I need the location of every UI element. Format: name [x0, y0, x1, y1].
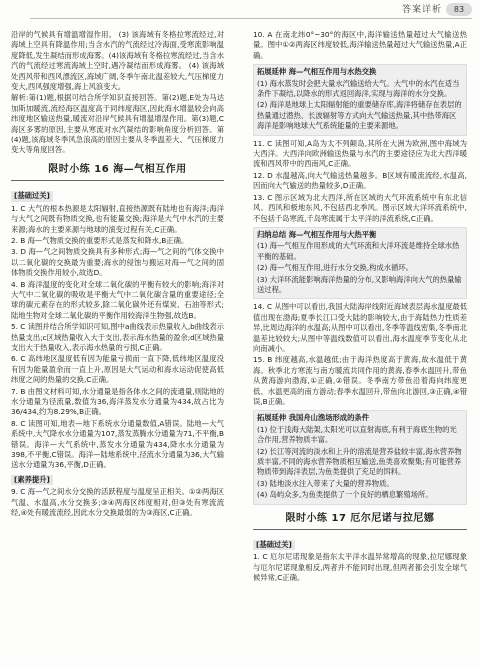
- answer-item: 6. C 高纬地区温度低有因为能量亏损而一直下降,低纬地区温度没有因为能量盈余而一直上升,原因是大气运动和海水运动促使高低纬度之间的热量的交换,C正确。: [11, 354, 224, 385]
- answer-item: 15. B 纬度越高,水温越低;由于海洋热度高于黄海,故水温低于黄海。秋季北方寒流与南方暖流共同作用的黄海,春季水温回升,带鱼从黄海游向渤海,①正确,②错误。冬季南方带鱼沿着海向纬度更低、水温更高的南方游动;春季水温回升,带鱼向北游回,③正确,④错误,B正确。: [253, 355, 467, 406]
- box-line: (2) 海洋是地球上太阳辐射能的重要储存库,海洋将储存在表层的热量通过潜热、长波辐射等方式向大气输送热量,其中热带海区海洋是影响地球大气系统能量的主要来源地。: [257, 100, 462, 131]
- header-title: 答案详析: [401, 5, 442, 15]
- box-line: (1) 海—气相互作用形成的大气环流和大洋环流是维持全球水热平衡的基础。: [257, 241, 460, 261]
- section-title: 限时小练 17 厄尔尼诺与拉尼娜: [253, 514, 467, 530]
- tag-basic: [基础过关]: [253, 540, 295, 550]
- box-line: (1) 位于浅海大陆架,太阳光可以直射海底,有利于海底生物的光合作用,营养物质丰富。: [257, 424, 457, 445]
- answer-item: 8. C 读图可知,地表—地下系统水分通量数值,A错误。陆地—大气系统中,大气降水水分通量为107,蒸发蒸腾水分通量为71,不平衡,B错误。海洋—大气系统中,蒸发水分通量为434,降水水分通量为398,不平衡,C错误。海洋—陆地系统中,径流水分通量为36,大气输送水分通量为36,平衡,D正确。: [11, 418, 224, 470]
- box-line: (3) 陆地淡水注入带来了大量的营养物质。: [257, 478, 394, 488]
- right-column: [253, 30, 467, 660]
- answer-item: 7. B 由图文材料可知,水分通量是指各体水之间的流通量,则陆地的水分通量为径流量,数值为36,海洋蒸发水分通量为434,故占比为36/434,约为8.29%,B正确。: [11, 386, 224, 417]
- answer-item: 5. C 读图并结合所学知识可知,图中a曲线表示热量收入,b曲线表示热量支出;c区域热量收入大于支出,表示海水热量的盈余;d区域热量支出大于热量收入,表示海水热量的亏损,C正确。: [11, 322, 224, 352]
- box-line: (4) 岛屿众多,为鱼类提供了一个良好的栖息繁殖场所。: [257, 490, 433, 500]
- tag-skill: [素养提升]: [11, 475, 53, 485]
- answer-item: 12. D 水温越高,向大气输送热量越多。B区域有暖流流经,水温高,因而向大气输送的热量较多,D正确。: [253, 170, 467, 191]
- tag-basic: [基础过关]: [11, 191, 53, 201]
- intro-paragraph: 沿岸的气候具有增温增湿作用。 (3) 该海域有冬格拉寒流经过,对海域上空具有降温作用;当含水汽的气流经过冷海面,受寒流影响温度降低,发生凝结而形成海雾。(4)该海域有冬格拉寒流经过,当含水汽的气流经过寒流海域上空时,遇冷凝结而形成海雾。 (4) 该海域处西风带和西风漂流区,海域广阔,冬季午南北温差较大,气压梯度力变大,西风强度增强,海上风浪变大。: [11, 30, 224, 92]
- summary-box: [253, 227, 467, 299]
- answer-item: 11. C 读图可知,A岛为太不列颠岛,其所在大洲为欧洲,图中海域为大西洋。大西洋向欧洲输送热量与水汽的主要途径应为北大西洋暖流和西风带中的西南风,C正确。: [253, 138, 467, 169]
- page-number: 83: [446, 3, 472, 16]
- answer-item: 9. C 海—气之间水分交换的活跃程度与温度呈正相关。①②两海区气温、水温高,水分交换多;③④两海区纬度相对,但③处有寒流流经,④处有暖流流经,因此水分交换最弱的为③海区,C正确。: [11, 487, 224, 518]
- answer-item: 1. C 厄尔尼诺现象是指东太平洋水温异常增高的现象,拉尼娜现象与厄尔尼诺现象相反,两者并不能同时出现,但两者都会引发全球气候异常,C正确。: [253, 552, 467, 583]
- box-heading: 归纳总结 海—气相互作用与大热平衡: [257, 229, 377, 239]
- extension-box: [253, 64, 467, 135]
- box-line: (2) 海—气相互作用,进行水分交换,构成水循环。: [257, 263, 413, 273]
- page-header: [0, 0, 480, 22]
- answer-item: 1. C 大气的根本热源是太阳辐射,直接热源既有陆地也有海洋;海洋与大气之间既有物质交换,也有能量交换;海洋是大气中水汽的主要来源;海水的主要来源与地球的演变过程有关,C正确。: [11, 203, 224, 234]
- answer-item: 10. A 在南北纬0°~30°的海区中,海洋输送热量超过大气输送热量。图中①②两海区纬度较低,海洋输送热量超过大气输送热量,A正确。: [253, 30, 467, 60]
- left-column: [11, 30, 224, 660]
- box-heading: 拓展延伸 我国舟山渔场形成的条件: [257, 413, 369, 423]
- intro-paragraph: 解析:第(1)题,根据可结合所学知识直接回答。第(2)题,E处为马达加斯加暖流,流经海区温度高于同纬度海区,因此海水增温较会向高纬度地区输送热量,暖流对沿岸气候具有增温增湿作用。第(3)题,C海区多雾的原因,主要从寒流对水汽凝结的影响角度分析回答。第(4)题,该海域冬季风急浪高的原因主要从冬季温差大、气压梯度力变大等角度回答。: [11, 93, 224, 155]
- answer-item: 3. D 海—气之间物质交换具有多种形式;海—气之间的气体交换中以二氧化碳的交换最为重要;海水的侵蚀与搬运对海—气之间的固体物质交换作用较小,故选D。: [11, 247, 224, 278]
- box-line: (1) 海水蒸发时会把大量水汽输送给大气。大气中的水汽在适当条件下凝结,以降水的形式返回海洋,实现与海洋的水分交换。: [257, 78, 460, 99]
- section-title: 限时小练 16 海—气相互作用: [11, 165, 224, 181]
- extension-box: [253, 410, 467, 504]
- answer-item: 2. B 海—气物质交换的重要形式是蒸发和降水,B正确。: [11, 235, 189, 245]
- header-rule: [30, 18, 472, 19]
- box-heading: 拓展延伸 海—气相互作用与水热交换: [257, 67, 377, 77]
- answer-item: 4. B 海洋温度的变化对全球二氧化碳的平衡有较大的影响;海洋对大气中二氧化碳的吸收是平衡大气中二氧化碳含量的重要途径;全球的碳元素存在的形式较多,除二氧化碳外还有煤炭、石油等形式;陆地生物对全球二氧化碳的平衡作用较海洋生物强,故选B。: [11, 279, 224, 320]
- answer-item: 13. C 图示区域为北大西洋,所在区域的大气环流系统中有东北信风、西风和极地东风,不包括西北季风。图示区域大洋环流系统中,不包括千岛寒流,千岛寒流属于太平洋的洋流系统,C正确。: [253, 192, 467, 223]
- answer-item: 14. C 从图中可以看出,我国大陆海岸线附近海域表层海水温度最低值出现在渤海;夏季长江口受大陆的影响较大,由于海陆热力性质差异,比周边海洋的水温高;从图中可以看出,冬季等温线密集,冬季南北温差比较较大;从图中等温线数值可以看出,海水温度季节变化从北向南减小。: [253, 302, 467, 353]
- box-line: (2) 长江等河流的淡水和上升的溶流是营养盐较丰富,海水营养物质丰富,不同的海水营养物质相互输送,鱼类喜欢聚集;有可能营养物质带到海洋表层,为鱼类提供了充足的饵料。: [257, 446, 462, 477]
- box-line: (3) 大洋环流能影响海洋热量的分布,又影响海洋向大气的热量输送过程。: [257, 274, 462, 294]
